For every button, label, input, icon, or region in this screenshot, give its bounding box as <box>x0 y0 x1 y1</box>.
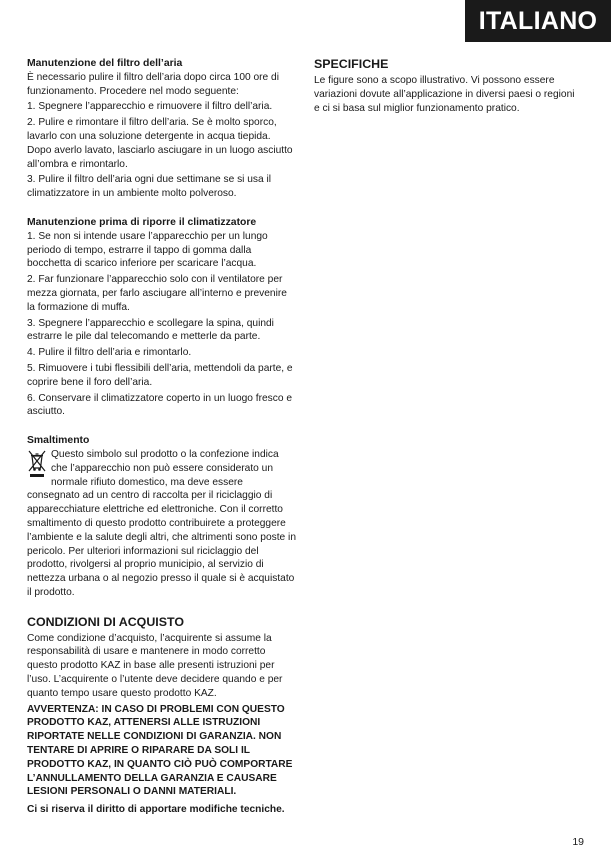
disposal-section <box>27 434 297 600</box>
disposal-text: Questo simbolo sul prodotto o la confezione indica che l’apparecchio non può essere considerato un normale rifiuto domestico, ma deve essere consegnato ad un centro di raccolta per il riciclaggio di apparecchiature elettriche ed elettroniche. Con il corretto smaltimento di questo prodotto contribuirete a proteggere l’ambiente e la salute degli altri, che altrimenti sono poste in pericolo. Per ulteriori informazioni sul riciclaggio del prodotto, rivolgersi al proprio municipio, al servizio di nettezza urbana o al negozio presso il quale si è acquistato il prodotto. <box>27 448 296 598</box>
storage-step-6: 6. Conservare il climatizzatore coperto in un luogo fresco e asciutto. <box>27 392 293 418</box>
purchase-conditions-heading: CONDIZIONI DI ACQUISTO <box>27 614 184 629</box>
specifications-text: Le figure sono a scopo illustrativo. Vi possono essere variazioni dovute all’applicazione in diversi paesi o regioni e ci si basa sul miglior funzionamento pratico. <box>314 75 575 114</box>
weee-crossed-bin-icon <box>27 449 47 479</box>
specifications-section <box>314 57 576 115</box>
specifications-heading: SPECIFICHE <box>314 57 389 71</box>
filter-maintenance-heading: Manutenzione del filtro dell’aria <box>27 58 183 69</box>
storage-maintenance-heading: Manutenzione prima di riporre il climatizzatore <box>27 216 257 228</box>
disposal-heading: Smaltimento <box>27 435 90 447</box>
storage-step-3: 3. Spegnere l’apparecchio e scollegare la spina, quindi estrarre le pile dal telecomando e metterle da parte. <box>27 317 274 343</box>
filter-intro: È necessario pulire il filtro dell’aria dopo circa 100 ore di funzionamento. Procedere nel modo seguente: <box>27 71 279 97</box>
filter-step-1: 1. Spegnere l’apparecchio e rimuovere il filtro dell’aria. <box>27 101 273 113</box>
storage-step-1: 1. Se non si intende usare l’apparecchio per un lungo periodo di tempo, estrarre il tappo di gomma dalla bocchetta di scarico inferiore per scaricare l’acqua. <box>27 230 268 270</box>
filter-step-3: 3. Pulire il filtro dell’aria ogni due settimane se si usa il climatizzatore in un ambiente molto polveroso. <box>27 174 272 200</box>
purchase-conditions-text: Come condizione d’acquisto, l’acquirente si assume la responsabilità di usare e mantenere in modo corretto questo prodotto KAZ in base alle presenti istruzioni per l’uso. L’acquirente o l’utente deve decidere quando e per quanto tempo usare questo prodotto KAZ. <box>27 632 283 699</box>
purchase-conditions-section <box>27 615 297 817</box>
storage-step-5: 5. Rimuovere i tubi flessibili dell’aria, mettendoli da parte, e coprire bene il foro dell’aria. <box>27 362 293 388</box>
storage-step-4: 4. Pulire il filtro dell’aria e rimontarlo. <box>27 347 192 359</box>
warning-text: AVVERTENZA: IN CASO DI PROBLEMI CON QUESTO PRODOTTO KAZ, ATTENERSI ALLE ISTRUZIONI RIPORTATE NELLE CONDIZIONI DI GARANZIA. NON TENTARE DI APRIRE O RIPARARE DA SOLI IL PRODOTTO KAZ, IN QUANTO CIÒ PUÒ COMPORTARE L’ANNULLAMENTO DELLA GARANZIA E CAUSARE LESIONI PERSONALI O DANNI MATERIALI. <box>27 703 293 798</box>
language-banner: ITALIANO <box>465 0 611 42</box>
disposal-body <box>27 448 297 600</box>
filter-step-2: 2. Pulire e rimontare il filtro dell’aria. Se è molto sporco, lavarlo con una soluzione detergente in acqua tiepida. Dopo averlo lavato, lasciarlo asciugare in un luogo asciutto all’ombra e rimontarlo. <box>27 117 293 170</box>
storage-maintenance-section <box>27 216 297 419</box>
left-column <box>27 57 297 832</box>
technical-changes-notice: Ci si riserva il diritto di apportare modifiche tecniche. <box>27 804 285 816</box>
page-number: 19 <box>572 836 584 848</box>
right-column <box>314 57 576 130</box>
filter-maintenance-section <box>27 57 297 201</box>
storage-step-2: 2. Far funzionare l’apparecchio solo con il ventilatore per mezza giornata, per farlo asciugare all’interno e prevenire la formazione di muffa. <box>27 274 287 313</box>
